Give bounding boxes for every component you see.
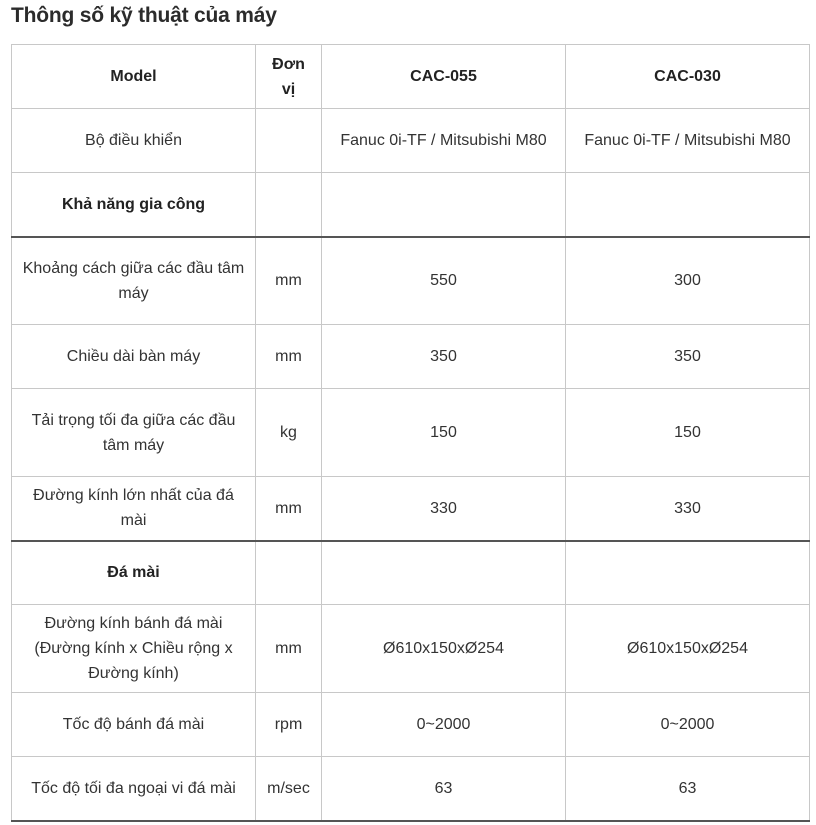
table-row	[12, 237, 810, 325]
row-label: Tải trọng tối đa giữa các đầu tâm máy	[12, 389, 256, 477]
row-value-cac-055: 550	[322, 237, 566, 325]
section-label: Đá mài	[12, 541, 256, 605]
row-label: Chiều dài bàn máy	[12, 325, 256, 389]
spec-table	[11, 44, 810, 822]
header-cac-055: CAC-055	[322, 45, 566, 109]
row-value-cac-055: 63	[322, 757, 566, 821]
table-row	[12, 109, 810, 173]
row-value-cac-030: Fanuc 0i-TF / Mitsubishi M80	[566, 109, 810, 173]
page-title: Thông số kỹ thuật của máy	[11, 4, 277, 27]
row-unit: mm	[256, 325, 322, 389]
row-value-cac-055: 330	[322, 477, 566, 541]
table-header-row	[12, 45, 810, 109]
table-row	[12, 757, 810, 821]
row-value-cac-055: 350	[322, 325, 566, 389]
row-value-cac-030: 0~2000	[566, 693, 810, 757]
header-cac-030: CAC-030	[566, 45, 810, 109]
table-row	[12, 693, 810, 757]
row-label: Khoảng cách giữa các đầu tâm máy	[12, 237, 256, 325]
section-label: Khả năng gia công	[12, 173, 256, 237]
row-unit: mm	[256, 237, 322, 325]
section-row	[12, 173, 810, 237]
row-value-cac-030	[566, 173, 810, 237]
row-unit: kg	[256, 389, 322, 477]
row-value-cac-030: 330	[566, 477, 810, 541]
table-row	[12, 605, 810, 693]
table-row	[12, 389, 810, 477]
row-value-cac-030: 150	[566, 389, 810, 477]
row-unit	[256, 173, 322, 237]
row-value-cac-055: 150	[322, 389, 566, 477]
row-value-cac-055	[322, 541, 566, 605]
row-label: Bộ điều khiển	[12, 109, 256, 173]
row-unit: mm	[256, 477, 322, 541]
row-unit	[256, 541, 322, 605]
row-value-cac-030: Ø610x150xØ254	[566, 605, 810, 693]
row-value-cac-030: 63	[566, 757, 810, 821]
row-value-cac-055: 0~2000	[322, 693, 566, 757]
row-label: Đường kính lớn nhất của đá mài	[12, 477, 256, 541]
row-value-cac-055	[322, 173, 566, 237]
row-value-cac-055: Fanuc 0i-TF / Mitsubishi M80	[322, 109, 566, 173]
section-row	[12, 541, 810, 605]
row-value-cac-030	[566, 541, 810, 605]
row-unit	[256, 109, 322, 173]
header-unit: Đơn vị	[256, 45, 322, 109]
row-label: Tốc độ bánh đá mài	[12, 693, 256, 757]
row-label: Đường kính bánh đá mài (Đường kính x Chiều rộng x Đường kính)	[12, 605, 256, 693]
header-model: Model	[12, 45, 256, 109]
table-row	[12, 325, 810, 389]
row-unit: m/sec	[256, 757, 322, 821]
row-value-cac-055: Ø610x150xØ254	[322, 605, 566, 693]
row-unit: rpm	[256, 693, 322, 757]
row-unit: mm	[256, 605, 322, 693]
table-row	[12, 477, 810, 541]
row-value-cac-030: 350	[566, 325, 810, 389]
row-value-cac-030: 300	[566, 237, 810, 325]
row-label: Tốc độ tối đa ngoại vi đá mài	[12, 757, 256, 821]
